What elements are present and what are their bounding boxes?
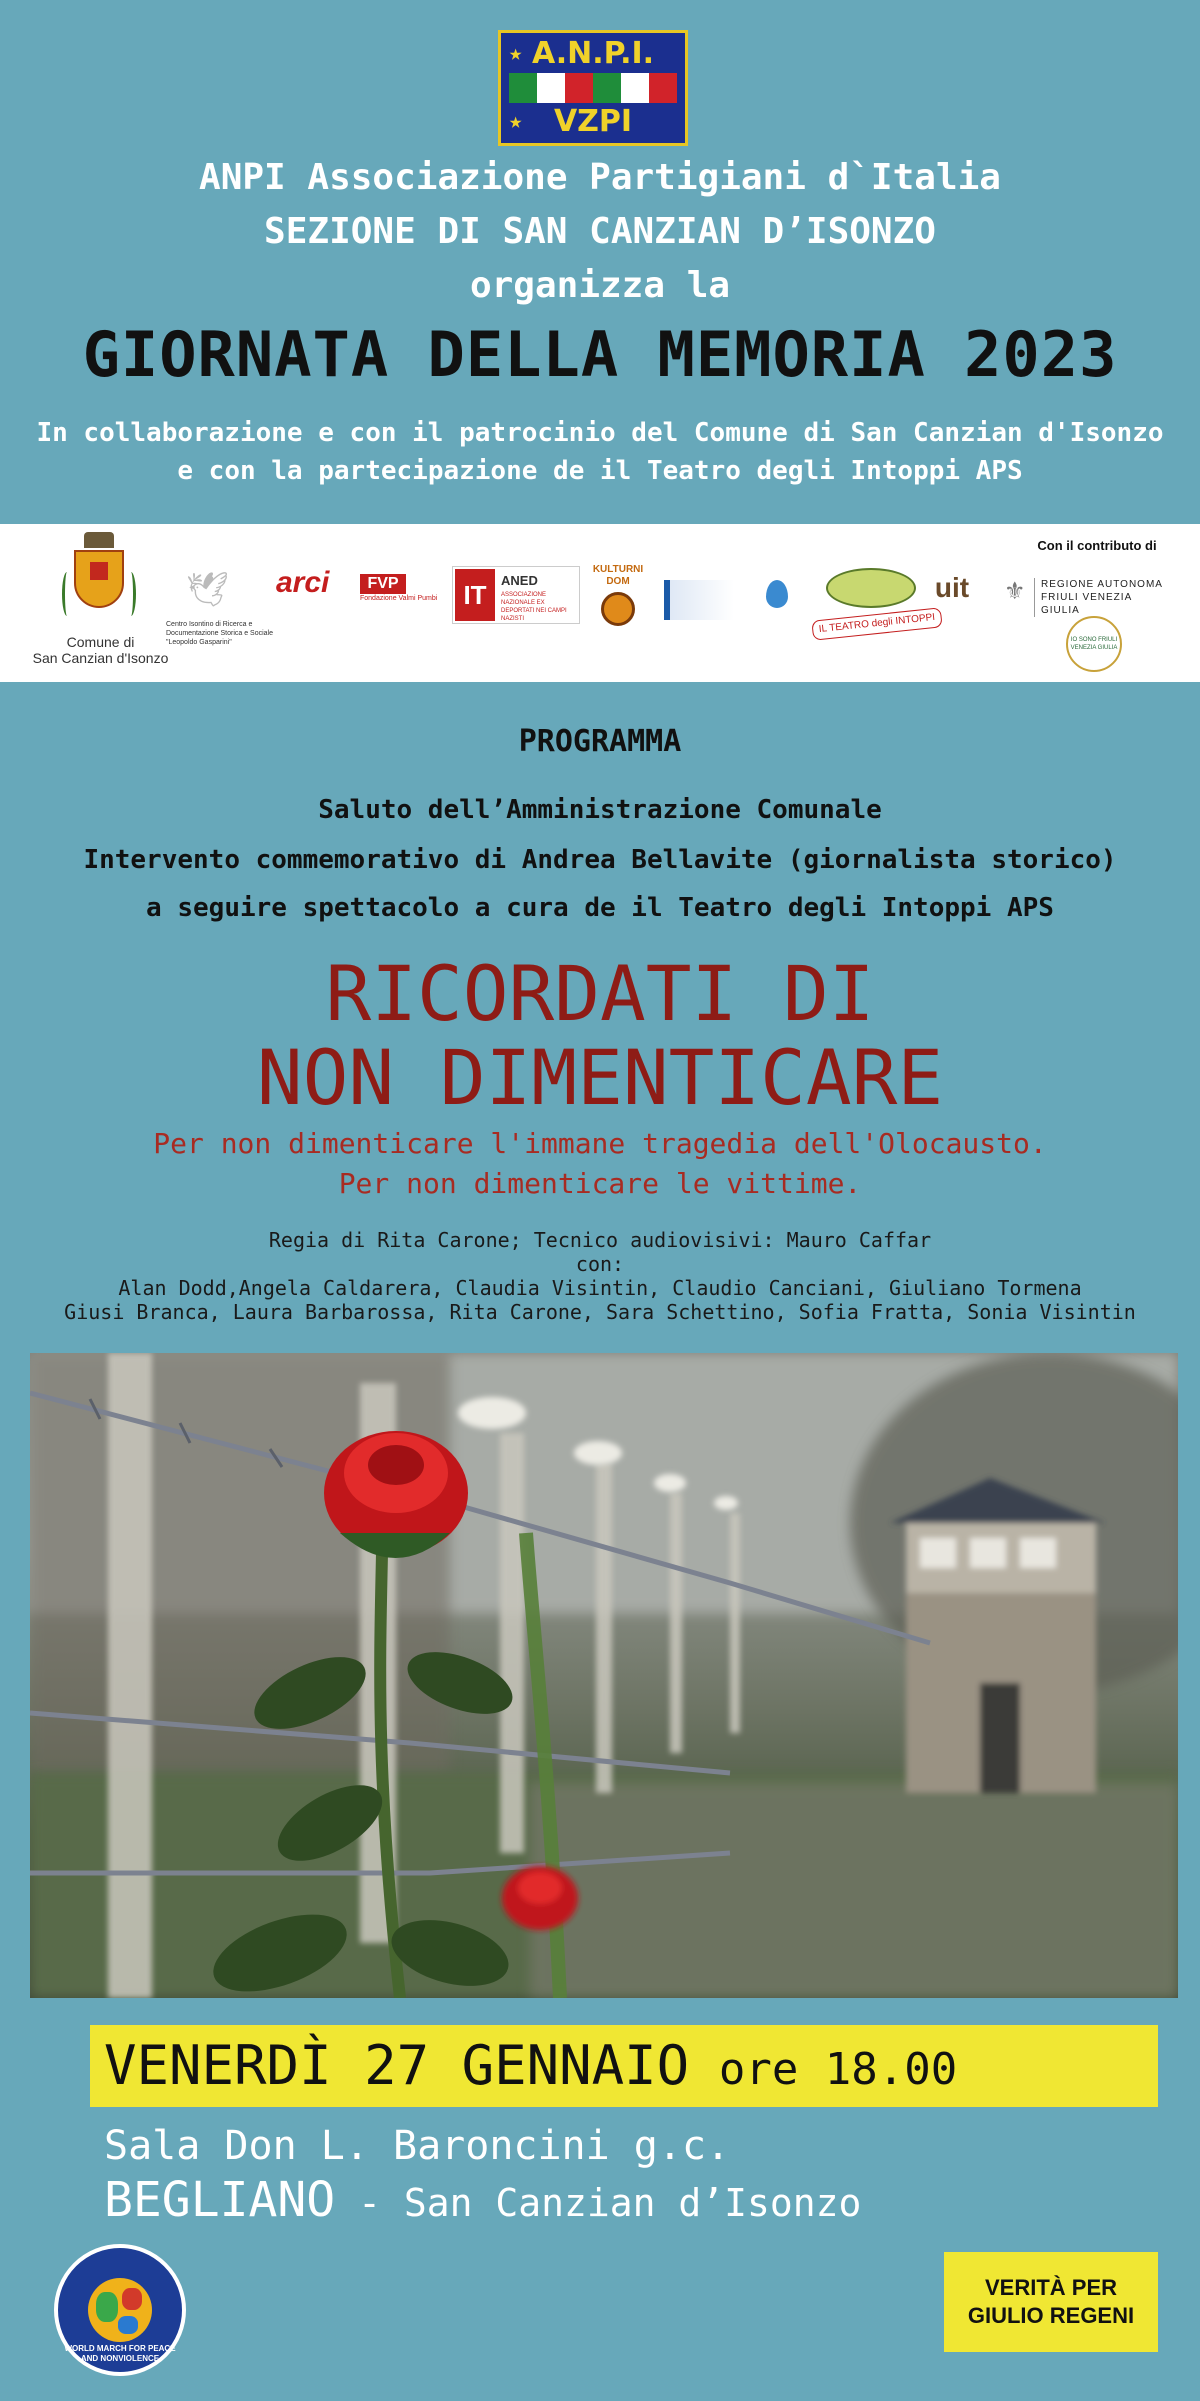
aned-text: ANED	[501, 573, 538, 588]
regeni-badge	[944, 2252, 1158, 2352]
unione-logo	[914, 568, 990, 620]
event-date-bar	[90, 2025, 1158, 2107]
collab-line-1: In collaborazione e con il patrocinio del Comune di San Canzian d'Isonzo	[36, 418, 1164, 448]
header-line-2: SEZIONE DI SAN CANZIAN D’ISONZO	[264, 211, 936, 252]
show-title-2: NON DIMENTICARE	[256, 1033, 944, 1122]
contributo-label: Con il contributo di	[1037, 538, 1157, 553]
credits-line-4: Giusi Branca, Laura Barbarossa, Rita Carone, Sara Schettino, Sofia Fratta, Sonia Visintin	[64, 1300, 1136, 1324]
fvp-logo-text: FVP	[360, 574, 406, 594]
programma-heading: PROGRAMMA	[518, 724, 682, 759]
venue-line-1: Sala Don L. Baroncini g.c.	[104, 2123, 731, 2169]
kulturni-dom-text: KULTURNI DOM	[592, 564, 644, 587]
sun-icon	[601, 592, 635, 626]
unione-logo-text: uit	[934, 572, 970, 603]
dove-icon: 🕊	[186, 571, 230, 609]
regione-logo: REGIONE AUTONOMA FRIULI VENEZIA GIULIA	[1034, 578, 1174, 617]
italian-flag-icon	[509, 73, 677, 103]
show-title-1: RICORDATI DI	[325, 949, 875, 1038]
water-drop-icon	[752, 580, 802, 620]
kulturni-dom-logo	[582, 564, 654, 634]
aned-it-text: IT	[455, 569, 495, 621]
sponsor-logo-band	[0, 524, 1200, 682]
anpi-logo	[498, 30, 688, 146]
anpi-logo-text: A.N.P.I.	[531, 36, 655, 71]
venue-place: BEGLIANO	[104, 2172, 336, 2228]
credits-line-3: Alan Dodd,Angela Caldarera, Claudia Visintin, Claudio Canciani, Giuliano Tormena	[118, 1276, 1082, 1300]
globe-icon	[88, 2278, 152, 2342]
vzpi-logo-text: VZPI	[553, 104, 633, 139]
aned-sub: ASSOCIAZIONE NAZIONALE EX DEPORTATI NEI CAMPI NAZISTI	[501, 592, 567, 622]
event-date: VENERDÌ 27 GENNAIO	[104, 2034, 690, 2097]
comune-label	[28, 634, 173, 666]
regeni-line-2: GIULIO REGENI	[967, 2303, 1135, 2328]
star-icon: ★	[509, 109, 523, 134]
arci-logo: arci	[276, 566, 330, 599]
comune-crest-icon	[62, 532, 136, 628]
aned-logo	[452, 566, 580, 624]
collab-line-2: e con la partecipazione de il Teatro degli Intoppi APS	[177, 456, 1023, 486]
eagle-icon: ⚜	[1004, 578, 1026, 605]
fvp-logo-sub: Fondazione Valmi Pumbi	[360, 595, 438, 602]
world-march-badge	[54, 2244, 186, 2376]
rose-barbed-wire-photo	[30, 1353, 1178, 1998]
centro-isontino-logo: Centro Isontino di Ricerca e Documentazione Storica e Sociale "Leopoldo Gasparini"	[166, 621, 274, 646]
frog-icon	[826, 568, 916, 608]
comune-label-2: San Canzian d'Isonzo	[32, 650, 169, 666]
rose-photo-illustration	[30, 1353, 1178, 1998]
page-title: GIORNATA DELLA MEMORIA 2023	[82, 318, 1118, 391]
fvg-seal: IO SONO FRIULI VENEZIA GIULIA	[1066, 616, 1122, 672]
venue-rest: - San Canzian d’Isonzo	[335, 2181, 862, 2225]
programma-item-3: a seguire spettacolo a cura de il Teatro degli Intoppi APS	[146, 893, 1054, 923]
world-march-text: WORLD MARCH FOR PEACE AND NONVIOLENCE	[64, 2344, 176, 2363]
comune-label-1: Comune di	[66, 634, 135, 650]
programma-item-1: Saluto dell’Amministrazione Comunale	[318, 795, 882, 825]
programma-item-2: Intervento commemorativo di Andrea Bellavite (giornalista storico)	[83, 845, 1117, 875]
credits-line-2: con:	[575, 1252, 625, 1276]
venue-line-2	[104, 2172, 861, 2239]
teatro-intoppi-text: IL TEATRO degli INTOPPI	[811, 607, 942, 640]
star-icon: ★	[509, 41, 523, 66]
header-line-1: ANPI Associazione Partigiani d`Italia	[199, 157, 1001, 198]
show-subtitle-1: Per non dimenticare l'immane tragedia dell'Olocausto.	[153, 1127, 1047, 1160]
show-subtitle-2: Per non dimenticare le vittime.	[338, 1167, 862, 1200]
event-time: ore 18.00	[718, 2044, 958, 2095]
regeni-line-1: VERITÀ PER	[984, 2275, 1118, 2300]
association-logo	[664, 580, 734, 620]
credits-line-1: Regia di Rita Carone; Tecnico audiovisivi: Mauro Caffar	[268, 1228, 932, 1252]
header-line-3: organizza la	[469, 265, 731, 306]
fvp-logo	[360, 574, 448, 614]
